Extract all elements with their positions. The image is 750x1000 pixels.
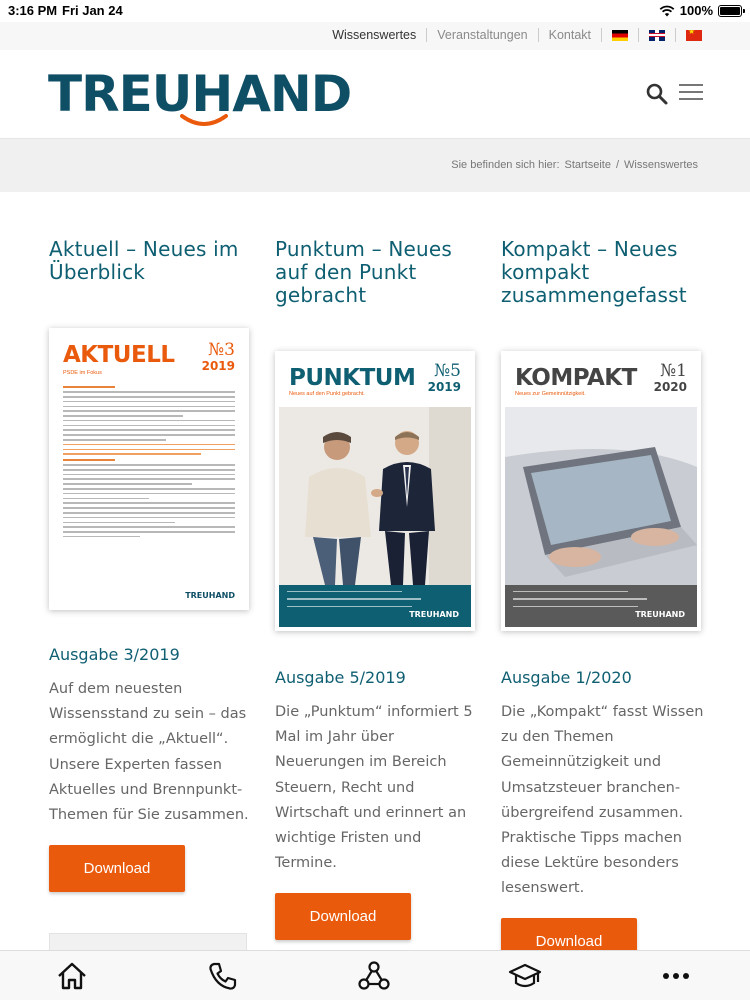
cover-number: №3 2019 [201, 340, 235, 373]
issue-label: Ausgabe 3/2019 [49, 645, 180, 664]
cover-number: №1 2020 [653, 361, 687, 394]
nav-link-veranstaltungen[interactable]: Veranstaltungen [437, 28, 528, 42]
tab-more[interactable] [656, 959, 696, 993]
divider [538, 28, 539, 42]
flag-de-icon[interactable] [612, 30, 628, 41]
home-icon [55, 959, 89, 993]
publication-kompakt [501, 237, 706, 950]
battery-percent: 100% [679, 3, 713, 18]
cover-topics-band [279, 585, 471, 627]
cover-subtitle: Neues zur Gemeinnützigkeit. [515, 391, 586, 397]
wifi-icon [659, 5, 675, 17]
cover-subtitle: Neues auf den Punkt gebracht. [289, 391, 365, 397]
cover-brand: TREUHAND [635, 610, 685, 619]
divider [675, 28, 676, 42]
cover-title: AKTUELL [63, 342, 175, 368]
top-nav [0, 22, 750, 50]
divider [638, 28, 639, 42]
status-right [659, 3, 742, 18]
cover-text [63, 382, 235, 541]
cover-subtitle: PSDE im Fokus [63, 370, 102, 376]
publication-title: Aktuell – Neues im Überblick [49, 237, 239, 284]
battery-icon [718, 5, 742, 17]
publication-punktum [275, 237, 480, 925]
network-icon [357, 959, 391, 993]
more-icon [659, 959, 693, 993]
publication-title: Punktum – Neues auf den Punkt gebracht [275, 237, 453, 307]
cover-punktum[interactable] [275, 351, 475, 631]
top-nav-links [332, 28, 702, 42]
issue-label: Ausgabe 5/2019 [275, 668, 406, 687]
cover-topics-band [505, 585, 697, 627]
laptop-illustration-icon [505, 407, 697, 585]
breadcrumb-current: Wissenswertes [624, 159, 698, 171]
hamburger-menu-icon[interactable] [679, 84, 703, 104]
tab-network[interactable] [354, 959, 394, 993]
cover-aktuell[interactable] [49, 328, 249, 610]
tab-education[interactable] [505, 959, 545, 993]
tab-phone[interactable] [203, 959, 243, 993]
publication-description: Die „Punktum“ informiert 5 Mal im Jahr über Neuerungen im Bereich Steuern, Recht und Wirtschaft und erinnert an wichtige Fristen und Termine. [275, 704, 473, 872]
download-button-kompakt[interactable]: Download [501, 918, 637, 965]
issue-label: Ausgabe 1/2020 [501, 668, 632, 687]
search-button[interactable] [645, 82, 669, 106]
publication-description: Die „Kompakt“ fasst Wissen zu den Themen Gemeinnützigkeit und Umsatzsteuer branchen-übergreifend zusammen. Praktische Tipps machen diese Lektüre besonders lesenswert. [501, 704, 704, 897]
status-date: Fri Jan 24 [62, 3, 123, 18]
graduation-cap-icon [508, 959, 542, 993]
site-header [0, 50, 750, 138]
logo-swoosh-icon [180, 114, 228, 128]
nav-link-kontakt[interactable]: Kontakt [548, 28, 591, 42]
next-card-partial [49, 933, 247, 951]
people-illustration-icon [279, 407, 471, 585]
publication-description: Auf dem neuesten Wissensstand zu sein – das ermöglicht die „Aktuell“. Unsere Experten fassen Aktuelles und Brennpunkt-Themen für Sie zusammen. [49, 681, 249, 824]
breadcrumb-prefix: Sie befinden sich hier: [451, 159, 560, 171]
status-time: 3:16 PM [8, 3, 58, 18]
download-button-aktuell[interactable]: Download [49, 845, 185, 892]
cover-title: PUNKTUM [289, 365, 416, 391]
treuhand-logo[interactable] [48, 65, 352, 126]
publication-aktuell [49, 237, 254, 877]
publication-title: Kompakt – Neues kompakt zusammengefasst [501, 237, 687, 307]
nav-link-wissenswertes[interactable]: Wissenswertes [332, 28, 417, 42]
cover-brand: TREUHAND [409, 610, 459, 619]
cover-kompakt[interactable] [501, 351, 701, 631]
divider [601, 28, 602, 42]
bottom-tab-bar [0, 950, 750, 1000]
cover-number: №5 2019 [427, 361, 461, 394]
phone-icon [206, 959, 240, 993]
flag-en-icon[interactable] [649, 30, 665, 41]
status-bar [0, 0, 750, 22]
cover-photo-laptop [505, 407, 697, 585]
search-icon [645, 82, 669, 106]
divider [426, 28, 427, 42]
flag-cn-icon[interactable] [686, 30, 702, 41]
breadcrumb-home[interactable]: Startseite [564, 159, 611, 171]
tab-home[interactable] [52, 959, 92, 993]
cover-photo-business-men [279, 407, 471, 585]
download-button-punktum[interactable]: Download [275, 893, 411, 940]
breadcrumb [0, 138, 750, 192]
cover-brand: TREUHAND [185, 591, 235, 600]
logo-text: TREUHAND [48, 65, 352, 123]
cover-title: KOMPAKT [515, 365, 637, 391]
breadcrumb-separator: / [615, 159, 620, 171]
